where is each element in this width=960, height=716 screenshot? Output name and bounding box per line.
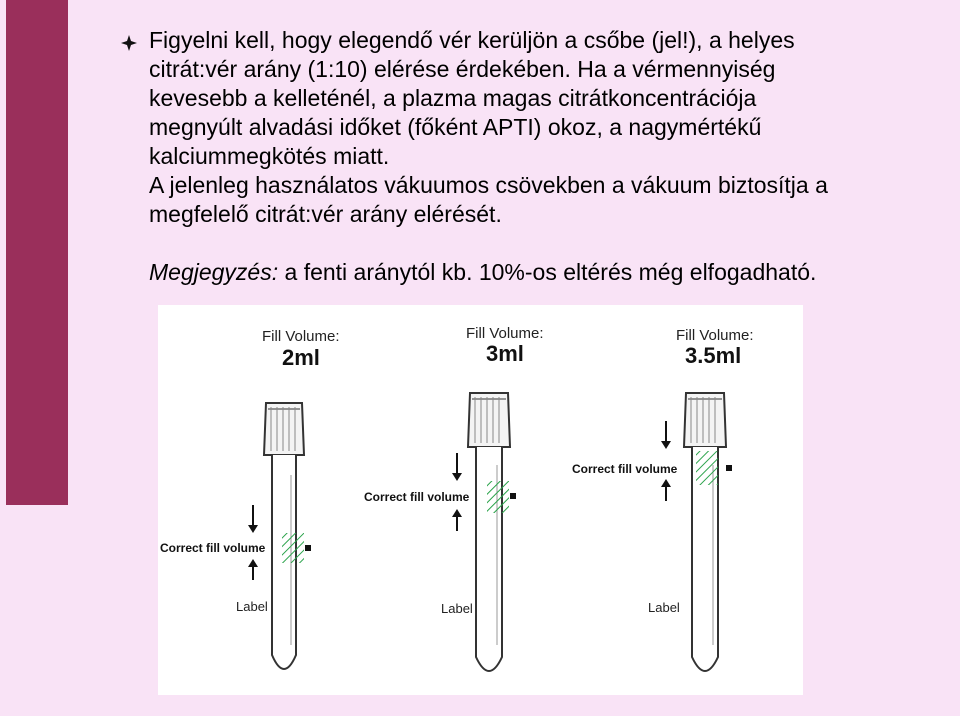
note-text: a fenti aránytól kb. 10%-os eltérés még elfogadható. (278, 259, 817, 285)
tube-cap (468, 393, 510, 447)
accent-divider (42, 157, 68, 159)
arrow-down-icon (248, 525, 258, 533)
arrow-down-icon (661, 441, 671, 449)
fill-volume-title: Fill Volume: (676, 327, 754, 344)
correct-fill-label: Correct fill volume (572, 462, 678, 476)
label-text: Label (441, 601, 473, 616)
paragraph-vacuum: A jelenleg használatos vákuumos csövekben a vákuum biztosítja a megfelelő citrát:vér arány elérését. (149, 172, 828, 227)
fill-volume-title: Fill Volume: (262, 328, 340, 345)
tube-cap (684, 393, 726, 447)
note (149, 258, 839, 287)
arrow-up-icon (248, 559, 258, 567)
correct-fill-zone (696, 451, 718, 485)
tube-3ml (364, 325, 544, 671)
label-text: Label (236, 599, 268, 614)
fill-volume-value: 3ml (486, 341, 524, 366)
tube-3-5ml (572, 327, 754, 671)
tube-2ml (160, 328, 340, 669)
correct-fill-label: Correct fill volume (160, 541, 266, 555)
tube-fill-diagram (158, 305, 803, 695)
paragraph-fill-requirement: Figyelni kell, hogy elegendő vér kerüljön a csőbe (jel!), a helyes citrát:vér arány (1:10) elérése érdekében. Ha a vérmennyiség kevesebb a kelleténél, a plazma magas citrátkoncentrációja megnyúlt alvadási időket (főként APTI) okoz, a nagymértékű kalciummegkötés miatt. (149, 27, 795, 169)
correct-fill-zone (487, 481, 509, 513)
fill-volume-title: Fill Volume: (466, 325, 544, 342)
slide-body (149, 26, 839, 287)
arrow-down-icon (452, 473, 462, 481)
note-label: Megjegyzés: (149, 259, 279, 285)
fill-volume-value: 2ml (282, 345, 320, 370)
arrow-up-icon (661, 479, 671, 487)
diamond-bullet-icon (120, 34, 138, 52)
arrow-up-icon (452, 509, 462, 517)
tube-cap (264, 403, 304, 455)
tube-body (476, 447, 502, 671)
label-text: Label (648, 600, 680, 615)
correct-fill-zone (282, 533, 304, 563)
correct-fill-label: Correct fill volume (364, 490, 470, 504)
accent-bar (6, 0, 68, 505)
fill-volume-value: 3.5ml (685, 343, 742, 368)
